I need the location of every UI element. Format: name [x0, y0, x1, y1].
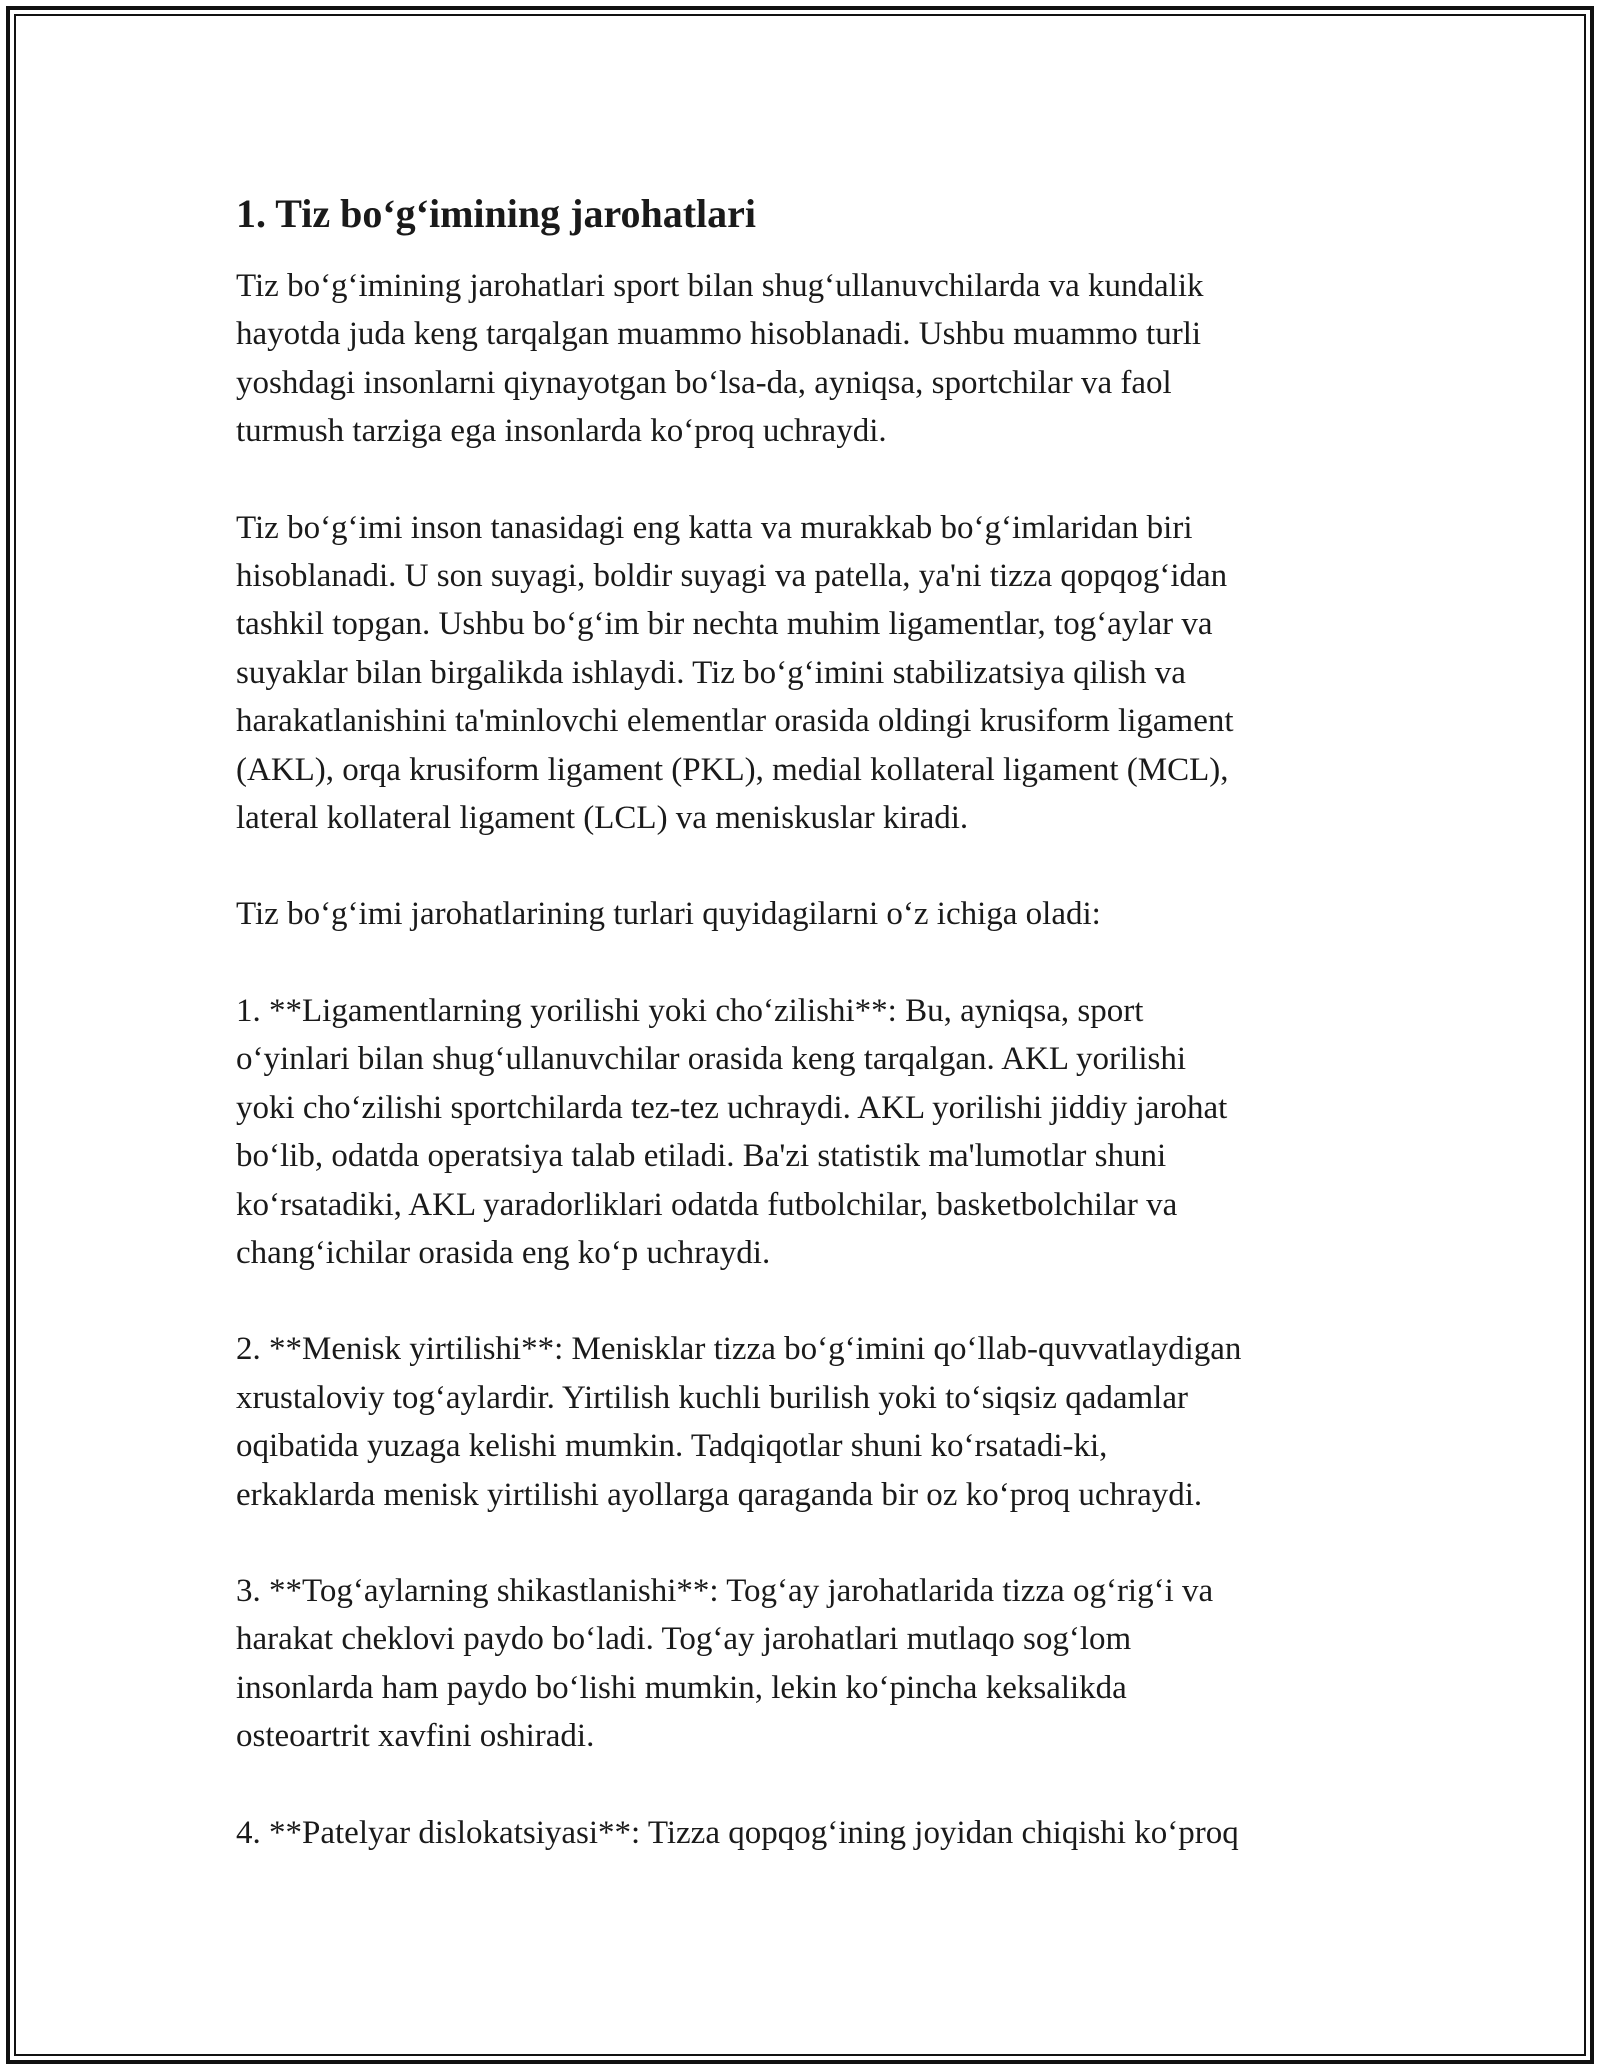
paragraph-intro: Tiz bo‘g‘imining jarohatlari sport bilan shug‘ullanuvchilarda va kundalik hayotda juda keng tarqalgan muammo hisoblanadi. Ushbu muammo turli yoshdagi insonlarni qiynayotgan bo‘lsa-da, ayniqsa, sportchilar va faol turmush tarziga ega insonlarda ko‘proq uchraydi.: [236, 268, 1204, 450]
list-item-ligaments: 1. **Ligamentlarning yorilishi yoki cho‘zilishi**: Bu, ayniqsa, sport o‘yinlari bilan shug‘ullanuvchilar orasida keng tarqalgan. AKL yorilishi yoki cho‘zilishi sportchilarda tez-tez uchraydi. AKL yorilishi jiddiy jarohat bo‘lib, odatda operatsiya talab etiladi. Ba'zi statistik ma'lumotlar shuni ko‘rsatadiki, AKL yaradorliklari odatda futbolchilar, basketbolchilar va chang‘ichilar orasida eng ko‘p uchraydi.: [236, 992, 1228, 1271]
list-item-cartilage: 3. **Tog‘aylarning shikastlanishi**: Tog‘ay jarohatlarida tizza og‘rig‘i va harakat cheklovi paydo bo‘ladi. Tog‘ay jarohatlari mutlaqo sog‘lom insonlarda ham paydo bo‘lishi mumkin, lekin ko‘pincha keksalikda osteoartrit xavfini oshiradi.: [236, 1572, 1214, 1755]
paragraph-anatomy: Tiz bo‘g‘imi inson tanasidagi eng katta va murakkab bo‘g‘imlaridan biri hisoblanadi. U son suyagi, boldir suyagi va patella, ya'ni tizza qopqog‘idan tashkil topgan. Ushbu bo‘g‘im bir nechta muhim ligamentlar, tog‘aylar va suyaklar bilan birgalikda ishlaydi. Tiz bo‘g‘imini stabilizatsiya qilish va harakatlanishini ta'minlovchi elementlar orasida oldingi krusiform ligament (AKL), orqa krusiform ligament (PKL), medial kollateral ligament (MCL), lateral kollateral ligament (LCL) va meniskuslar kiradi.: [236, 509, 1234, 837]
section-heading: 1. Tiz bo‘g‘imining jarohatlari: [236, 191, 757, 236]
document-body: [236, 186, 1366, 1857]
paragraph-types-intro: Tiz bo‘g‘imi jarohatlarining turlari quyidagilarni o‘z ichiga oladi:: [236, 896, 1101, 933]
list-item-menisk: 2. **Menisk yirtilishi**: Menisklar tizza bo‘g‘imini qo‘llab-quvvatlaydigan xrustaloviy tog‘aylardir. Yirtilish kuchli burilish yoki to‘siqsiz qadamlar oqibatida yuzaga kelishi mumkin. Tadqiqotlar shuni ko‘rsatadi-ki, erkaklarda menisk yirtilishi ayollarga qaraganda bir oz ko‘proq uchraydi.: [236, 1331, 1242, 1513]
list-item-patellar: 4. **Patelyar dislokatsiyasi**: Tizza qopqog‘ining joyidan chiqishi ko‘proq: [236, 1814, 1239, 1851]
